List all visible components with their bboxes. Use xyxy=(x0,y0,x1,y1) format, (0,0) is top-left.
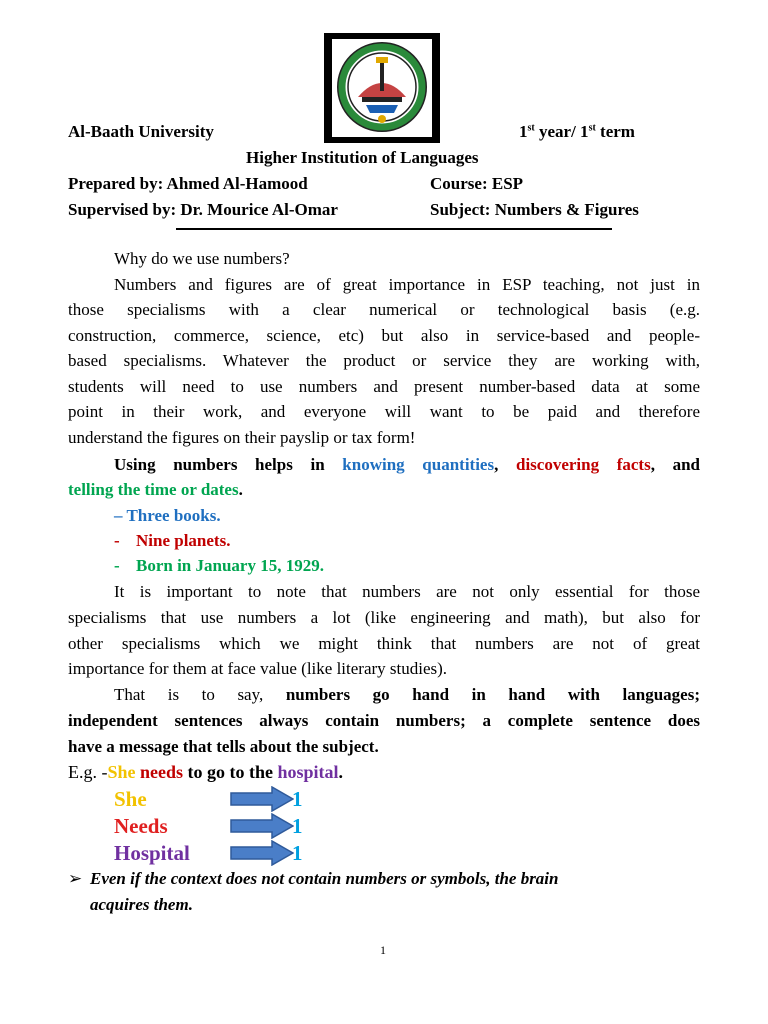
eg-hospital: hospital xyxy=(277,762,339,782)
bullet-arrow-icon: ➢ xyxy=(68,869,83,888)
year-suffix: st xyxy=(527,122,535,134)
note-line-2: acquires them. xyxy=(90,895,193,914)
arrow-right-icon xyxy=(230,786,294,812)
eg-she: She xyxy=(107,762,136,782)
arrow-right-icon xyxy=(230,813,294,839)
uses-intro: Using numbers helps in xyxy=(114,455,343,474)
eg-prefix: E.g. - xyxy=(68,762,108,782)
example-sentence xyxy=(68,760,343,786)
example-born-dash: - xyxy=(114,556,120,575)
institute-name: Higher Institution of Languages xyxy=(246,148,479,167)
para2-line-2: specialisms that use numbers a lot (like engineering and math), but also for xyxy=(68,608,700,627)
prepared-by: Prepared by: Ahmed Al-Hamood xyxy=(68,174,308,193)
mapping-num-needs: 1 xyxy=(292,814,303,838)
para3-line-2: independent sentences always contain numbers; a complete sentence does xyxy=(68,711,700,730)
year-term xyxy=(519,122,635,142)
example-nine-planets: Nine planets. xyxy=(136,531,231,550)
note-line-1: Even if the context does not contain numbers or symbols, the brain xyxy=(90,869,559,888)
mapping-word-hospital: Hospital xyxy=(114,841,190,865)
subject-label: Subject: Numbers & Figures xyxy=(430,200,639,219)
uses-discovering-facts: discovering facts xyxy=(515,455,651,474)
uses-line-1 xyxy=(114,452,700,478)
para1-line-1: Numbers and figures are of great importance in ESP teaching, not just in xyxy=(114,275,700,294)
uses-knowing-quantities: knowing quantities xyxy=(342,455,495,474)
mapping-num-she: 1 xyxy=(292,787,303,811)
year-label: year/ 1 xyxy=(534,122,589,141)
term-suffix: st xyxy=(588,122,596,134)
university-logo xyxy=(324,33,440,143)
university-name: Al-Baath University xyxy=(68,122,214,141)
mapping-num-hospital: 1 xyxy=(292,841,303,865)
para1-line-5: students will need to use numbers and present number-based data at some xyxy=(68,377,700,396)
page-number: 1 xyxy=(380,943,386,957)
para2-line-1: It is important to note that numbers are not only essential for those xyxy=(114,582,700,601)
para1-line-7: understand the figures on their payslip or tax form! xyxy=(68,428,416,447)
para3-intro: That is to say, xyxy=(114,685,286,704)
eg-end: . xyxy=(338,762,344,782)
para1-line-6: point in their work, and everyone will want to be paid and therefore xyxy=(68,402,700,421)
mapping-word-she: She xyxy=(114,787,147,811)
university-seal-icon xyxy=(332,39,432,137)
para3-line-3: have a message that tells about the subject. xyxy=(68,737,379,756)
header-divider xyxy=(176,228,612,230)
para2-line-3: other specialisms which we might think that numbers are not of great xyxy=(68,634,700,653)
example-born-date: Born in January 15, 1929. xyxy=(136,556,324,575)
term-label: term xyxy=(595,122,635,141)
para1-line-2: those specialisms with a clear numerical or technological basis (e.g. xyxy=(68,300,700,319)
uses-period: . xyxy=(238,480,243,499)
para3-bold-start: numbers go hand in hand with languages; xyxy=(285,685,700,704)
para2-line-4: importance for them at face value (like literary studies). xyxy=(68,659,448,678)
uses-line-2 xyxy=(68,477,700,503)
para3-line-1 xyxy=(114,682,700,708)
supervised-by: Supervised by: Dr. Mourice Al-Omar xyxy=(68,200,338,219)
question-heading: Why do we use numbers? xyxy=(114,249,290,268)
year-number: 1 xyxy=(519,122,528,141)
example-nine-planets-dash: - xyxy=(114,531,120,550)
example-three-books: – Three books. xyxy=(114,506,221,525)
eg-middle: to go to the xyxy=(183,762,278,782)
mapping-word-needs: Needs xyxy=(114,814,168,838)
para1-line-4: based specialisms. Whatever the product or service they are working with, xyxy=(68,351,700,370)
uses-and: , and xyxy=(650,455,701,474)
uses-telling-time: telling the time or dates xyxy=(68,480,239,499)
uses-comma: , xyxy=(494,455,516,474)
eg-needs: needs xyxy=(140,762,184,782)
course-label: Course: ESP xyxy=(430,174,524,193)
para1-line-3: construction, commerce, science, etc) but also in service-based and people- xyxy=(68,326,700,345)
arrow-right-icon xyxy=(230,840,294,866)
